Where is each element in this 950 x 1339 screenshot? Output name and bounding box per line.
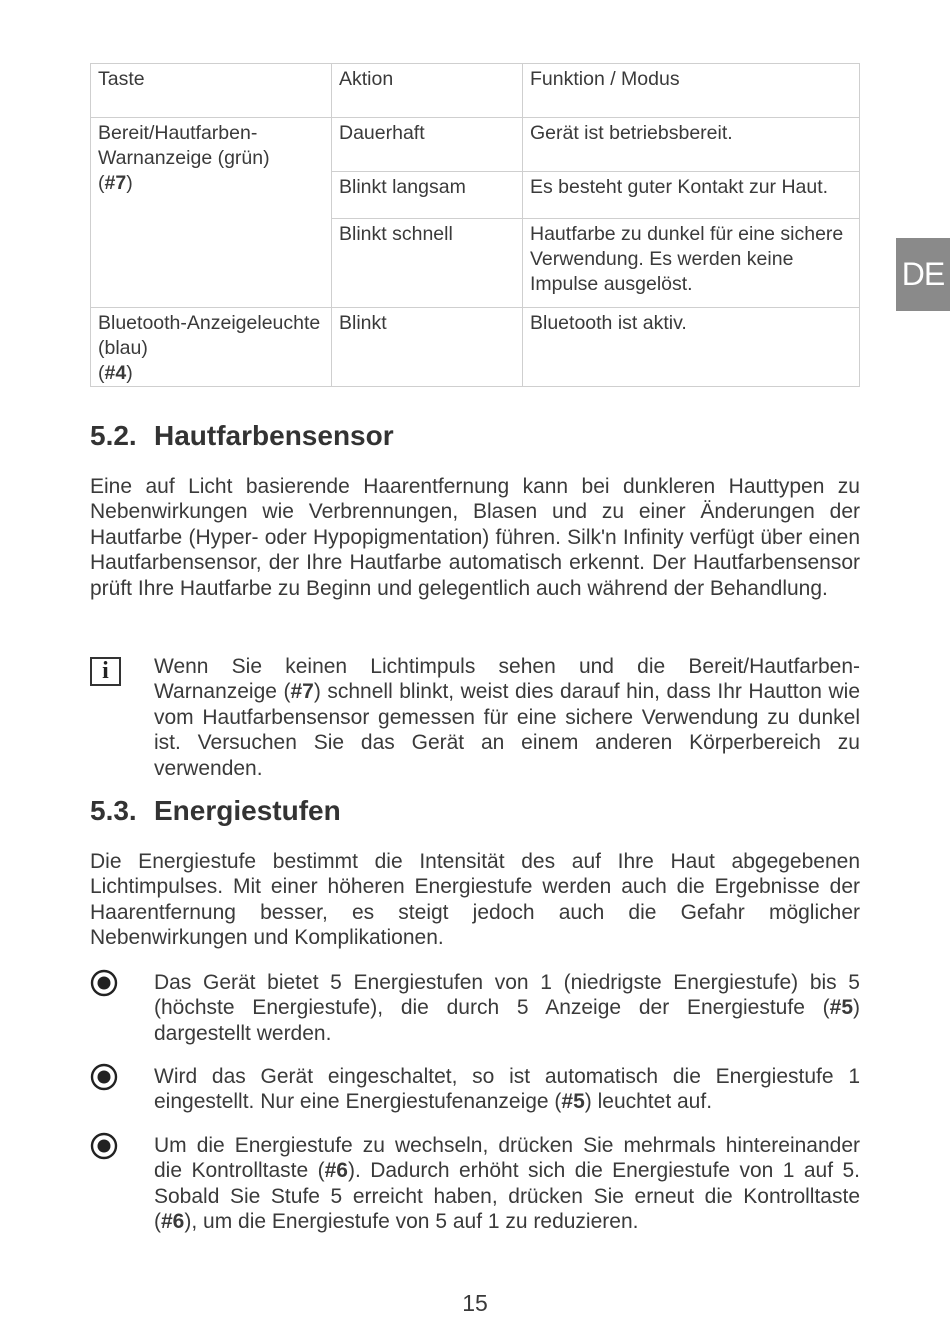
info-note-text (154, 654, 860, 781)
key-label: Bluetooth-Anzeigeleuchte (blau) (98, 312, 321, 359)
table-cell-action: Blinkt (332, 308, 523, 387)
indicator-table (90, 63, 860, 387)
bullet-text-part: ). Dadurch erhöht sich die Energiestufe von 1 auf 5. Sobald Sie Stufe 5 erreicht haben, drücken Sie erneut die Kontrolltaste ( (154, 1159, 861, 1234)
table-header-cell: Funktion / Modus (523, 64, 860, 118)
section-heading-energy-levels (90, 795, 341, 827)
note-reference: #7 (290, 680, 314, 704)
table-header-row (91, 64, 860, 118)
language-tab: DE (896, 238, 950, 311)
bullet-text-part: ), um die Energiestufe von 5 auf 1 zu reduzieren. (184, 1210, 639, 1234)
page-number: 15 (462, 1290, 488, 1316)
skin-sensor-paragraph: Eine auf Licht basierende Haarentfernung kann bei dunkleren Hauttypen zu Nebenwirkungen wie Verbrennungen, Blasen und zu einer Änderungen der Hautfarbe (Hyper- oder Hypopigmentation) führen. Silk'n Infinity verfügt über einen Hautfarbensensor, der Ihre Hautfarbe automatisch erkennt. Der Hautfarbensensor prüft Ihre Hautfarbe zu Beginn und gelegentlich auch während der Behandlung. (90, 475, 860, 600)
bullet-reference: #6 (161, 1210, 185, 1234)
key-reference: #4 (104, 362, 127, 384)
bullet-text (154, 1064, 860, 1115)
radio-bullet-icon (90, 1132, 118, 1160)
bullet-text-part: Um die Energiestufe zu wechseln, drücken Sie mehrmals hintereinander die Kontrolltaste ( (154, 1134, 860, 1183)
section-heading-skin-sensor (90, 420, 394, 452)
section-number: 5.3. (90, 795, 137, 826)
table-cell-key (91, 308, 332, 387)
table-row (91, 308, 860, 387)
ref-close: ) (126, 172, 133, 194)
section-title: Hautfarbensensor (154, 420, 394, 451)
ref-open: ( (98, 172, 105, 194)
ref-close: ) (126, 362, 133, 384)
table-cell-key (91, 118, 332, 308)
info-icon: i (90, 657, 121, 686)
section-number: 5.2. (90, 420, 137, 451)
radio-bullet-icon (90, 1063, 118, 1091)
radio-bullet-icon (90, 969, 118, 997)
bullet-reference: #6 (324, 1159, 348, 1183)
section-title: Energiestufen (154, 795, 341, 826)
bullet-reference: #5 (561, 1090, 585, 1114)
note-text-part: Wenn Sie keinen Lichtimpuls sehen und die Bereit/Hautfarben-Warnanzeige ( (154, 655, 860, 704)
table-cell-function: Es besteht guter Kontakt zur Haut. (523, 172, 860, 219)
bullet-text-part: Das Gerät bietet 5 Energiestufen von 1 (niedrigste Energiestufe) bis 5 (höchste Energiestufe), die durch 5 Anzeige der Energiestufe ( (154, 971, 860, 1020)
table-cell-action: Blinkt langsam (332, 172, 523, 219)
bullet-reference: #5 (829, 996, 853, 1020)
table-cell-action: Blinkt schnell (332, 219, 523, 308)
bullet-text-part: Wird das Gerät eingeschaltet, so ist automatisch die Energiestufe 1 eingestellt. Nur eine Energiestufenanzeige ( (154, 1065, 860, 1114)
table-cell-function: Bluetooth ist aktiv. (523, 308, 860, 387)
table-header-cell: Taste (91, 64, 332, 118)
bullet-text (154, 1133, 860, 1235)
bullet-text-part: ) leuchtet auf. (584, 1090, 713, 1114)
energy-levels-paragraph: Die Energiestufe bestimmt die Intensität des auf Ihre Haut abgegebenen Lichtimpulses. Mit einer höheren Energiestufe werden auch die Ergebnisse der Haarentfernung besser, es steigt jedoch auch die Gefahr möglicher Nebenwirkungen und Komplikationen. (90, 850, 860, 950)
table-cell-function: Hautfarbe zu dunkel für eine sichere Verwendung. Es werden keine Impulse ausgelöst. (523, 219, 860, 308)
table-header-cell: Aktion (332, 64, 523, 118)
bullet-text-part: ) dargestellt werden. (154, 996, 860, 1045)
bullet-text (154, 970, 860, 1046)
key-reference: #7 (104, 172, 127, 194)
key-label: Bereit/Hautfarben-Warnanzeige (grün) (98, 122, 270, 169)
table-cell-action: Dauerhaft (332, 118, 523, 172)
ref-open: ( (98, 362, 105, 384)
table-row (91, 118, 860, 172)
table-cell-function: Gerät ist betriebsbereit. (523, 118, 860, 172)
note-text-part: ) schnell blinkt, weist dies darauf hin, dass Ihr Hautton wie vom Hautfarbensensor gemessen für eine sichere Verwendung zu dunkel ist. Versuchen Sie das Gerät an einem anderen Körperbereich zu verwenden. (154, 680, 860, 780)
